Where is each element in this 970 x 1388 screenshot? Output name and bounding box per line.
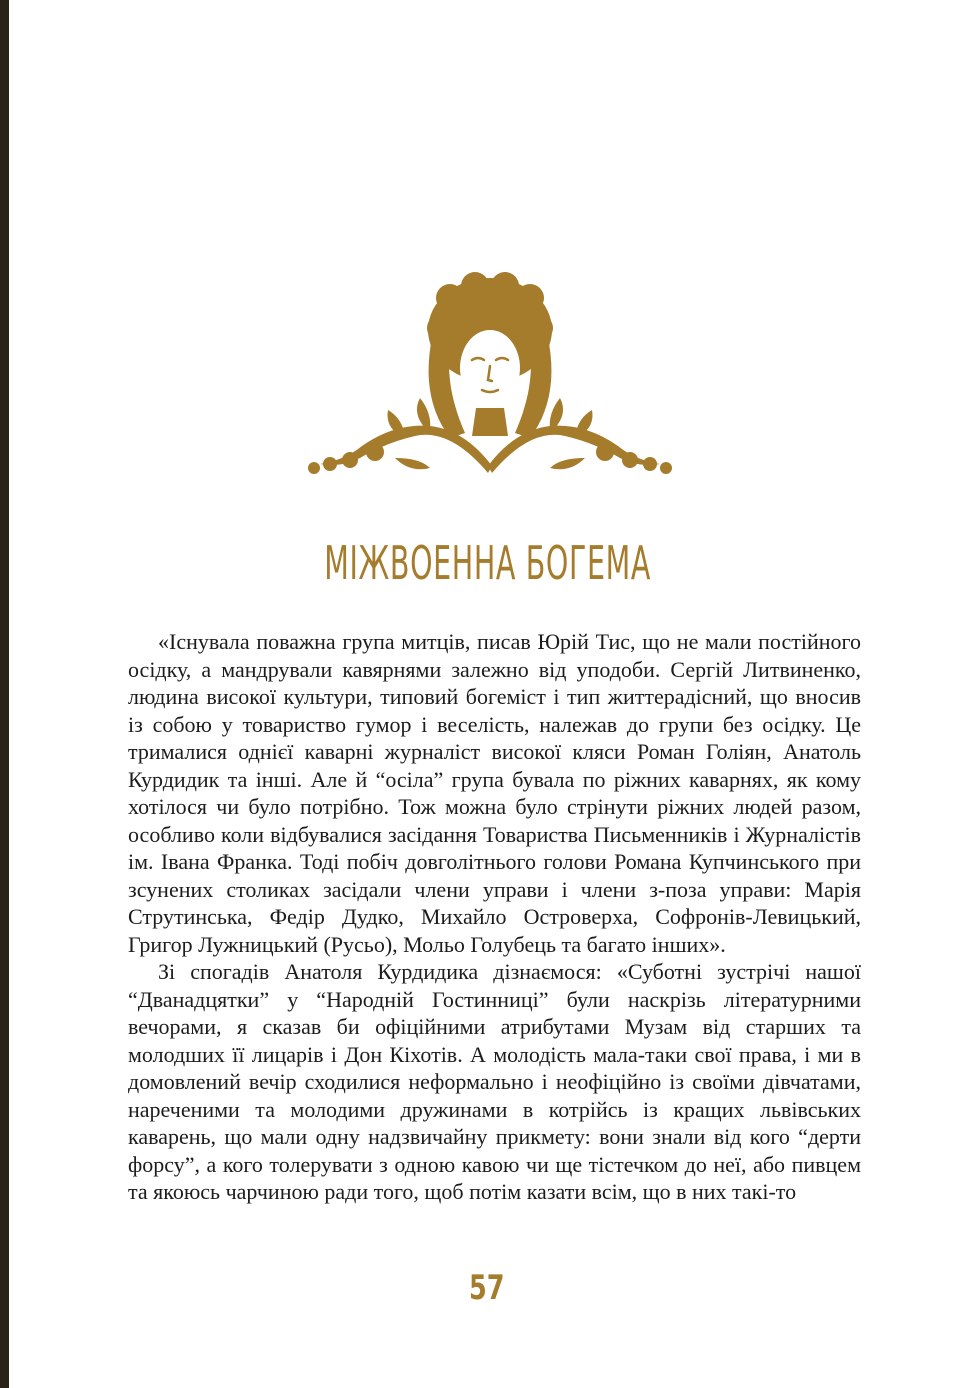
- page-number: 57: [468, 1268, 505, 1308]
- chapter-title: МІЖВОЕННА БОГЕМА: [324, 536, 652, 590]
- paragraph-1: «Існувала поважна група митців, писав Юрій Тис, що не мали постійного осідку, а мандрували кавярнями залежно від уподоби. Сергій Литвиненко, людина високої культури, типовий богеміст і тип життерадісний, що вносив із собою у товариство гумор і веселість, належав до групи без осідку. Це трималися однієї каварні журналіст високої кляси Роман Голіян, Анатоль Курдидик та інші. Але й “осіла” група бувала по ріжних каварнях, як кому хотілося чи було потрібно. Тож можна було стрінути ріжних людей разом, особливо коли відбувалися засідання Товариства Письменників і Журналістів ім. Івана Франка. Тоді побіч довголітнього голови Романа Купчинського при зсунених столиках засідали члени управи і члени з-поза управи: Марія Струтинська, Федір Дудко, Михайло Островерха, Софронів-Левицький, Григор Лужницький (Русьо), Мольо Голубець та багато інших».: [128, 629, 861, 957]
- paragraph-2: Зі спогадів Анатоля Курдидика дізнаємося: «Суботні зустрічі нашої “Дванадцятки” у “Народній Гостинниці” були наскрізь літературними вечорами, я сказав би офіційними атрибутами Музам від старших та молодших її лицарів і Дон Кіхотів. А молодість мала-таки свої права, і ми в домовлений вечір сходилися неформально і неофіційно із своїми дівчатами, нареченими та молодими дружинами в котрійсь із кращих львівських каварень, що мали одну надзвичайну прикмету: вони знали від кого “дерти форсу”, а кого толерувати з одною кавою чи ще тістечком до неї, або пивцем та якоюсь чарчиною ради того, щоб потім казати всім, що в них такі-то: [128, 959, 861, 1204]
- body-text: [128, 628, 861, 1206]
- art-nouveau-ornament-icon: [300, 268, 680, 498]
- book-spine-edge: [0, 0, 9, 1388]
